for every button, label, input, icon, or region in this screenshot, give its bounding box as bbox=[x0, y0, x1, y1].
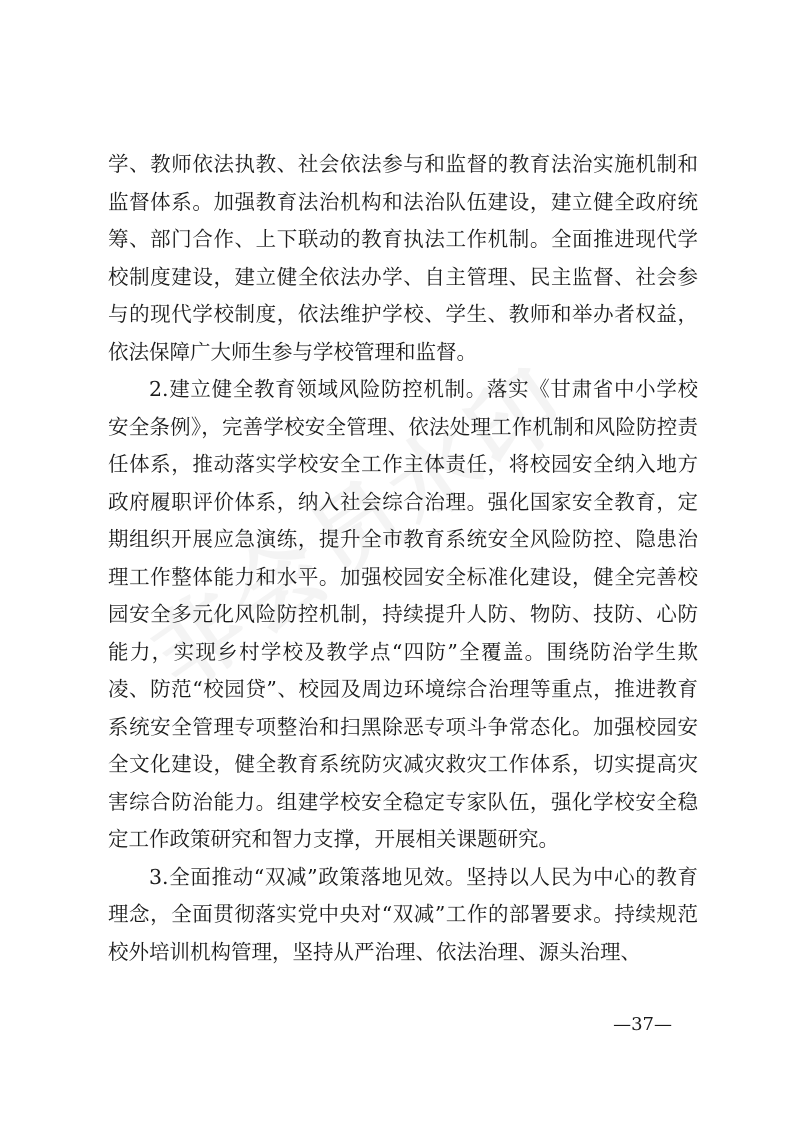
paragraph-double-reduction: 3.全面推动“双减”政策落地见效。坚持以人民为中心的教育理念，全面贯彻落实党中央对“双减”工作的部署要求。持续规范校外培训机构管理，坚持从严治理、依法治理、源头治理、 bbox=[108, 864, 698, 964]
paragraph-risk-control: 2.建立健全教育领域风险防控机制。落实《甘肃省中小学校安全条例》，完善学校安全管理、依法处理工作机制和风险防控责任体系，推动落实学校安全工作主体责任，将校园安全纳入地方政府履职评价体系，纳入社会综合治理。强化国家安全教育，定期组织开展应急演练，提升全市教育系统安全风险防控、隐患治理工作整体能力和水平。加强校园安全标准化建设，健全完善校园安全多元化风险防控机制，持续提升人防、物防、技防、心防能力，实现乡村学校及教学点“四防”全覆盖。围绕防治学生欺凌、防范“校园贷”、校园及周边环境综合治理等重点，推进教育系统安全管理专项整治和扫黑除恶专项斗争常态化。加强校园安全文化建设，健全教育系统防灾减灾救灾工作体系，切实提高灾害综合防治能力。组建学校安全稳定专家队伍，强化学校安全稳定工作政策研究和智力支撑，开展相关课题研究。 bbox=[108, 377, 698, 851]
page-number: —37— bbox=[613, 1014, 672, 1035]
body-text bbox=[108, 146, 698, 971]
paragraph-continued: 学、教师依法执教、社会依法参与和监督的教育法治实施机制和监督体系。加强教育法治机构和法治队伍建设，建立健全政府统筹、部门合作、上下联动的教育执法工作机制。全面推进现代学校制度建设，建立健全依法办学、自主管理、民主监督、社会参与的现代学校制度，依法维护学校、学生、教师和举办者权益，依法保障广大师生参与学校管理和监督。 bbox=[108, 152, 698, 364]
